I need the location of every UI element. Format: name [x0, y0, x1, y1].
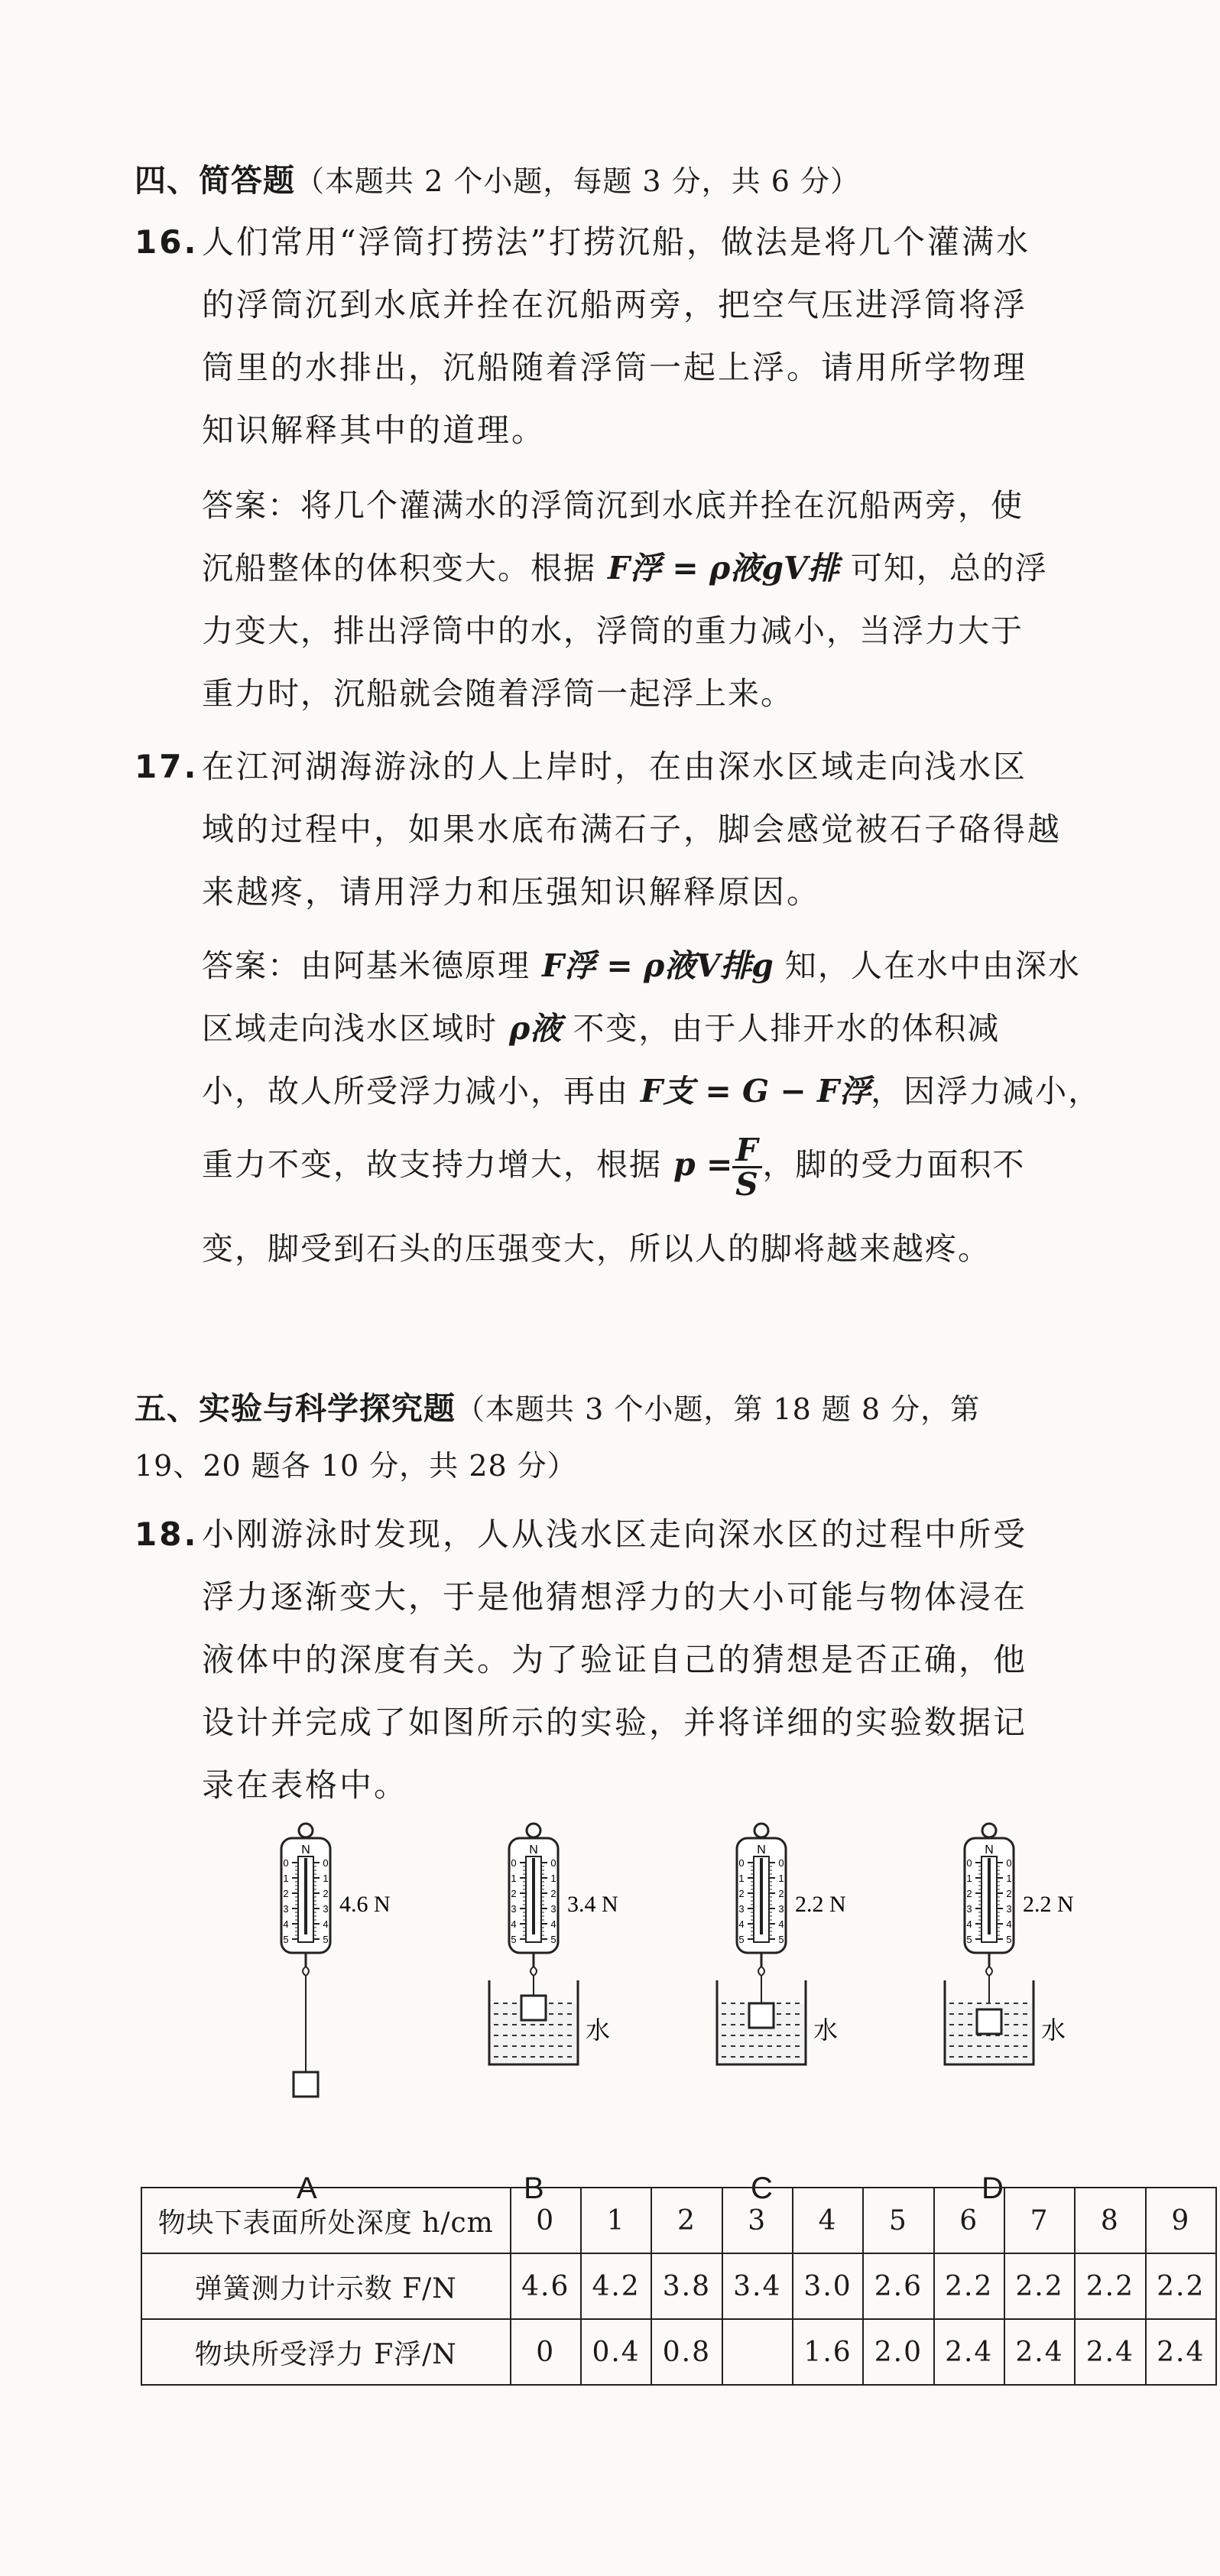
formula: ρ液: [509, 1010, 562, 1047]
hook-ring: [299, 1824, 313, 1837]
table-row: [141, 2319, 1216, 2385]
answer-line: [202, 474, 1134, 537]
scale-tick-label: 1: [738, 1873, 745, 1884]
table-cell: 5: [863, 2188, 933, 2253]
answer-text: 区域走向浅水区域时: [202, 1010, 510, 1047]
section-5-heading: [135, 1384, 1144, 1490]
scale-reading: 2.2 N: [795, 1892, 846, 1917]
scale-tick-label: 0: [738, 1857, 745, 1869]
block: [521, 1996, 546, 2020]
answer-text: 不变，由于人排开水的体积减: [561, 1010, 1001, 1047]
fraction-denominator: S: [735, 1165, 760, 1203]
question-18: [135, 1503, 1144, 1817]
table-row: [141, 2253, 1216, 2319]
answer-line: [202, 934, 1134, 997]
scale-tick-label: 2: [511, 1888, 517, 1899]
answer-label: 答案：: [202, 947, 300, 984]
table-cell: 3: [722, 2188, 793, 2253]
scale-reading: 4.6 N: [339, 1892, 391, 1917]
scale-tick-label: 2: [1006, 1888, 1012, 1899]
question-line: 的浮筒沉到水底并拴在沉船两旁，把空气压进浮筒将浮: [202, 286, 1028, 323]
answer-line: 变，脚受到石头的压强变大，所以人的脚将越来越疼。: [202, 1230, 991, 1267]
table-cell: 2.2: [934, 2253, 1004, 2319]
formula: F支 = G − F浮: [641, 1073, 871, 1109]
table-cell: 0.8: [651, 2319, 722, 2385]
table-cell: 0: [511, 2319, 581, 2385]
hook-ring: [982, 1824, 996, 1837]
answer-text: 可知，总的浮: [839, 550, 1048, 586]
scale-tick-label: 0: [323, 1857, 329, 1869]
scale-tick-label: 3: [511, 1903, 517, 1915]
table-cell: 2.6: [863, 2253, 933, 2319]
block: [977, 2009, 1001, 2034]
hook-ring: [527, 1824, 540, 1837]
water-label: 水: [586, 2016, 611, 2045]
table-cell: 3.8: [651, 2253, 722, 2319]
fraction: [732, 1131, 762, 1203]
hook-curve: [986, 1967, 992, 1976]
table-cell: 2.2: [1075, 2253, 1145, 2319]
table-cell: 3.4: [722, 2253, 793, 2319]
row-header: 物块下表面所处深度 h/cm: [141, 2188, 511, 2253]
water-label: 水: [813, 2016, 839, 2045]
question-line: 来越疼，请用浮力和压强知识解释原因。: [202, 873, 822, 911]
formula: F浮 = ρ液gV排: [608, 550, 839, 586]
answer-text: ，因浮力减小，: [871, 1073, 1102, 1109]
table-cell: 2.4: [1004, 2319, 1075, 2385]
answer-line: [202, 1060, 1134, 1122]
answer-text: ，脚的受力面积不: [762, 1146, 1026, 1183]
scale-tick-label: 2: [550, 1888, 556, 1899]
answer-line: 重力时，沉船就会随着浮筒一起浮上来。: [202, 675, 793, 712]
scale-tick-label: 1: [511, 1873, 517, 1884]
scale-tick-label: 2: [738, 1888, 745, 1899]
spring-scale-diagram: [214, 1820, 1131, 2156]
question-line: 域的过程中，如果水底布满石子，脚会感觉被石子硌得越: [202, 810, 1063, 848]
scale-tick-label: 1: [283, 1873, 289, 1884]
table-cell: 2.2: [1146, 2253, 1216, 2319]
row-header: 弹簧测力计示数 F/N: [141, 2253, 511, 2319]
scale-tick-label: 0: [511, 1857, 517, 1869]
scale-tick-label: 5: [966, 1934, 972, 1945]
table-cell: 6: [934, 2188, 1004, 2253]
answer-text: 小，故人所受浮力减小，再由: [202, 1073, 641, 1109]
scale-unit-label: N: [757, 1843, 766, 1856]
scale-tick-label: 1: [966, 1873, 972, 1884]
table-cell: 0.4: [581, 2319, 651, 2385]
answer-text: 沉船整体的体积变大。根据: [202, 550, 608, 586]
table-cell: 9: [1146, 2188, 1216, 2253]
question-number: 18.: [135, 1515, 199, 1553]
scale-tick-label: 3: [283, 1903, 289, 1915]
formula: p =: [673, 1146, 733, 1183]
scale-tick-label: 4: [323, 1918, 329, 1930]
table-cell: 8: [1075, 2188, 1145, 2253]
scale-tick-label: 5: [323, 1934, 329, 1945]
figure-label-a: A: [297, 2172, 317, 2205]
fraction-numerator: F: [732, 1134, 762, 1168]
question-17: [135, 736, 1144, 924]
question-line: 在江河湖海游泳的人上岸时，在由深水区域走向浅水区: [202, 748, 1028, 785]
scale-tick-label: 1: [778, 1873, 784, 1884]
table-cell: 1.6: [793, 2319, 863, 2385]
scale-tick-label: 2: [778, 1888, 784, 1899]
answer-line: [202, 997, 1134, 1060]
table-cell: 2.2: [1004, 2253, 1075, 2319]
block: [294, 2072, 318, 2097]
scale-tick-label: 2: [283, 1888, 289, 1899]
table-cell: 3.0: [793, 2253, 863, 2319]
question-line: 知识解释其中的道理。: [202, 411, 547, 449]
data-table: [141, 2187, 1217, 2386]
answer-text: 将几个灌满水的浮筒沉到水底并拴在沉船两旁，使: [300, 487, 1024, 524]
table-cell: 4.2: [581, 2253, 651, 2319]
question-line: 人们常用“浮筒打捞法”打捞沉船，做法是将几个灌满水: [202, 223, 1030, 261]
scale-tick-label: 5: [283, 1934, 289, 1945]
scale-tick-label: 3: [1006, 1903, 1012, 1915]
scale-tick-label: 2: [323, 1888, 329, 1899]
experiment-figure: [214, 1820, 1131, 2217]
question-number: 17.: [135, 748, 199, 785]
table-cell: 1: [581, 2188, 651, 2253]
hook-ring: [754, 1824, 768, 1837]
question-line: 设计并完成了如图所示的实验，并将详细的实验数据记: [202, 1704, 1028, 1741]
table-cell: 7: [1004, 2188, 1075, 2253]
scale-tick-label: 1: [550, 1873, 556, 1884]
scale-reading: 2.2 N: [1023, 1892, 1074, 1917]
section-4-heading: [135, 156, 860, 206]
scale-unit-label: N: [985, 1843, 994, 1856]
table-cell: 4: [793, 2188, 863, 2253]
answer-line: 力变大，排出浮筒中的水，浮筒的重力减小，当浮力大于: [202, 612, 1024, 649]
hook-curve: [303, 1967, 309, 1976]
hook-curve: [758, 1967, 764, 1976]
section-title: 四、简答题: [135, 162, 295, 199]
question-line: 液体中的深度有关。为了验证自己的猜想是否正确，他: [202, 1641, 1028, 1678]
section-title: 五、实验与科学探究题: [135, 1390, 456, 1427]
section-note: （本题共 3 个小题，第 18 题 8 分，第: [456, 1392, 981, 1426]
table-row: [141, 2188, 1216, 2253]
scale-tick-label: 5: [778, 1934, 784, 1945]
section-note: 19、20 题各 10 分，共 28 分）: [135, 1449, 577, 1483]
formula: F浮 = ρ液V排g: [542, 947, 774, 984]
answer-16: [202, 474, 1134, 725]
scale-reading: 3.4 N: [567, 1892, 618, 1917]
scale-tick-label: 4: [966, 1918, 972, 1930]
scale-tick-label: 4: [511, 1918, 517, 1930]
answer-17: [202, 934, 1134, 1280]
scale-tick-label: 5: [738, 1934, 745, 1945]
scale-tick-label: 0: [1006, 1857, 1012, 1869]
scale-tick-label: 0: [283, 1857, 289, 1869]
scale-tick-label: 4: [738, 1918, 745, 1930]
scale-tick-label: 4: [778, 1918, 784, 1930]
question-line: 筒里的水排出，沉船随着浮筒一起上浮。请用所学物理: [202, 349, 1028, 386]
scale-tick-label: 3: [323, 1903, 329, 1915]
figure-label-d: D: [982, 2172, 1004, 2205]
question-line: 小刚游泳时发现，人从浅水区走向深水区的过程中所受: [202, 1515, 1028, 1553]
scale-tick-label: 5: [511, 1934, 517, 1945]
table-cell: 2: [651, 2188, 722, 2253]
scale-tick-label: 3: [778, 1903, 784, 1915]
scale-tick-label: 3: [966, 1903, 972, 1915]
scale-unit-label: N: [529, 1843, 538, 1856]
scale-tick-label: 2: [966, 1888, 972, 1899]
table-cell: 0: [511, 2188, 581, 2253]
scale-tick-label: 0: [966, 1857, 972, 1869]
scale-tick-label: 3: [738, 1903, 745, 1915]
figure-label-c: C: [751, 2172, 773, 2205]
question-16: [135, 211, 1144, 462]
table-cell: 4.6: [511, 2253, 581, 2319]
block: [749, 2003, 774, 2028]
scale-tick-label: 0: [778, 1857, 784, 1869]
scale-tick-label: 4: [1006, 1918, 1012, 1930]
question-line: 录在表格中。: [202, 1766, 409, 1804]
scale-tick-label: 4: [550, 1918, 556, 1930]
figure-label-b: B: [524, 2172, 544, 2205]
scale-tick-label: 5: [550, 1934, 556, 1945]
scale-tick-label: 1: [1006, 1873, 1012, 1884]
question-number: 16.: [135, 223, 199, 261]
scale-tick-label: 3: [550, 1903, 556, 1915]
answer-text: 知，人在水中由深水: [773, 947, 1081, 984]
answer-line: [202, 537, 1134, 599]
table-cell: 2.4: [1075, 2319, 1145, 2385]
answer-text: 重力不变，故支持力增大，根据: [202, 1146, 674, 1183]
scale-unit-label: N: [301, 1843, 310, 1856]
table-cell: 2.0: [863, 2319, 933, 2385]
question-line: 浮力逐渐变大，于是他猜想浮力的大小可能与物体浸在: [202, 1578, 1028, 1616]
row-header: 物块所受浮力 F浮/N: [141, 2319, 511, 2385]
hook-curve: [531, 1967, 537, 1976]
scale-tick-label: 4: [283, 1918, 289, 1930]
table-cell: [722, 2319, 793, 2385]
scale-tick-label: 5: [1006, 1934, 1012, 1945]
table-cell: 2.4: [1146, 2319, 1216, 2385]
answer-line: [202, 1122, 1134, 1207]
scale-tick-label: 0: [550, 1857, 556, 1869]
scale-tick-label: 1: [323, 1873, 329, 1884]
table-cell: 2.4: [934, 2319, 1004, 2385]
section-note: （本题共 2 个小题，每题 3 分，共 6 分）: [295, 164, 861, 198]
answer-label: 答案：: [202, 487, 300, 524]
water-label: 水: [1041, 2016, 1066, 2045]
answer-text: 由阿基米德原理: [300, 947, 543, 984]
